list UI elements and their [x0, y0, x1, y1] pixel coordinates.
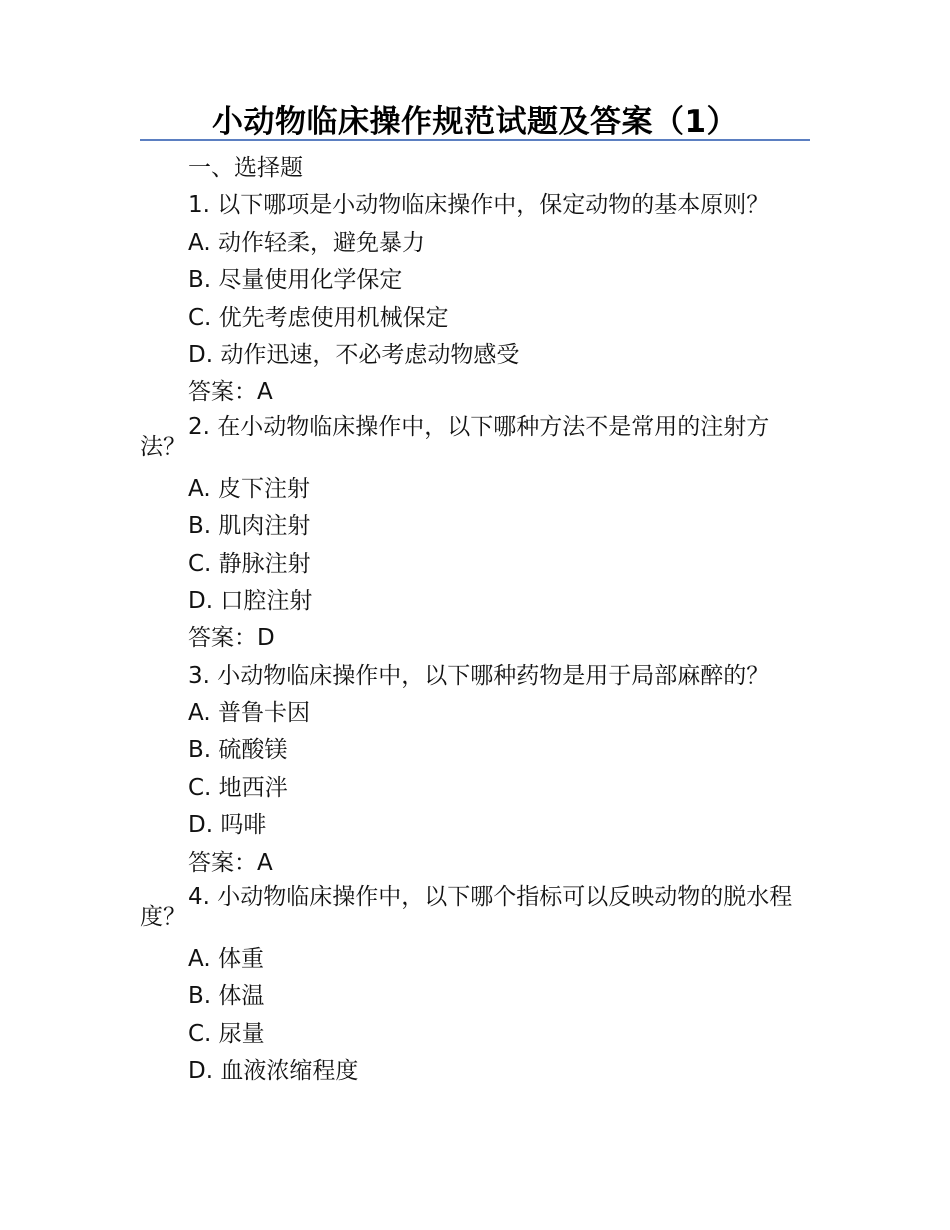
- question-3-option-c: C. 地西泮: [188, 774, 288, 801]
- question-1-option-c: C. 优先考虑使用机械保定: [188, 304, 449, 331]
- question-4-option-c: C. 尿量: [188, 1020, 265, 1047]
- question-2-option-d: D. 口腔注射: [188, 587, 313, 614]
- question-2-answer: 答案：D: [188, 625, 275, 652]
- question-1-stem: 1. 以下哪项是小动物临床操作中，保定动物的基本原则？: [188, 192, 770, 219]
- question-1-answer: 答案：A: [188, 379, 273, 406]
- question-2-option-b: B. 肌肉注射: [188, 513, 311, 540]
- question-4-stem: 4. 小动物临床操作中，以下哪个指标可以反映动物的脱水程度？: [140, 884, 793, 931]
- section-heading: 一、选择题: [188, 155, 303, 181]
- title-underline: [140, 139, 810, 141]
- question-2-option-c: C. 静脉注射: [188, 550, 311, 577]
- question-3-option-d: D. 吗啡: [188, 812, 267, 839]
- question-3-stem: 3. 小动物临床操作中，以下哪种药物是用于局部麻醉的？: [188, 662, 770, 689]
- question-4-option-a: A. 体重: [188, 946, 264, 973]
- question-4-option-b: B. 体温: [188, 983, 265, 1010]
- question-3-option-b: B. 硫酸镁: [188, 737, 288, 764]
- question-1-option-b: B. 尽量使用化学保定: [188, 267, 403, 294]
- question-1-option-a: A. 动作轻柔，避免暴力: [188, 229, 425, 256]
- question-4-option-d: D. 血液浓缩程度: [188, 1058, 359, 1085]
- question-1-option-d: D. 动作迅速，不必考虑动物感受: [188, 341, 520, 368]
- question-3-answer: 答案：A: [188, 849, 273, 876]
- question-2-option-a: A. 皮下注射: [188, 475, 310, 502]
- document-body: [140, 150, 810, 1091]
- document-title: 小动物临床操作规范试题及答案（1）: [211, 104, 739, 140]
- question-2-stem: 2. 在小动物临床操作中，以下哪种方法不是常用的注射方法？: [140, 413, 770, 460]
- question-3-option-a: A. 普鲁卡因: [188, 700, 310, 727]
